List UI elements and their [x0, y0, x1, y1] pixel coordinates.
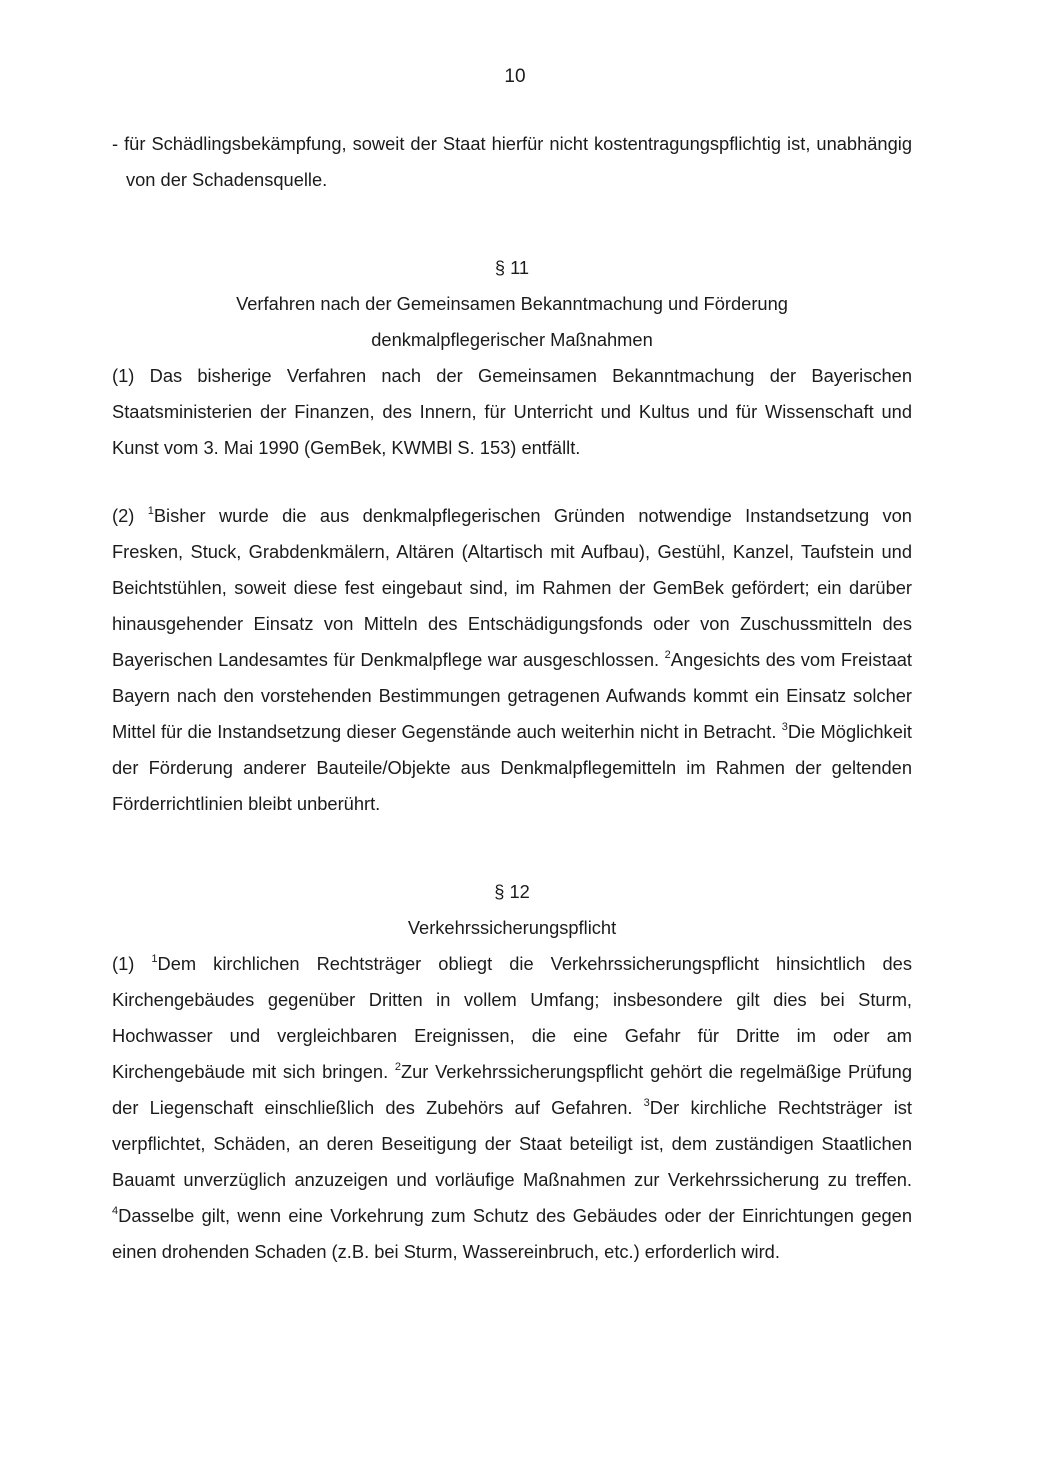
section-11-title-line2: denkmalpflegerischer Maßnahmen: [371, 329, 653, 350]
section-11: [112, 250, 912, 822]
sentence: Der kirchliche Rechtsträger ist verpflichtet, Schäden, an deren Beseitigung der Staat beteiligt ist, dem zuständigen Staatlichen Bauamt unverzüglich anzuzeigen und vorläufige Maßnahmen zur Verkehrssicherung zu treffen.: [112, 1097, 912, 1190]
section-12: [112, 874, 912, 1270]
sentence-number: 4: [112, 1204, 119, 1217]
sentence-number: 2: [394, 1060, 401, 1073]
sentence-number: 1: [147, 504, 154, 517]
sentence-number: 3: [781, 720, 788, 733]
sentence: Angesichts des vom Freistaat Bayern nach den vorstehenden Bestimmungen getragenen Aufwands kommt ein Einsatz solcher Mittel für die Instandsetzung dieser Gegenstände auch weiterhin nicht in Betracht.: [112, 649, 912, 742]
intro-paragraph: - für Schädlingsbekämpfung, soweit der Staat hierfür nicht kostentragungspflichtig ist, unabhängig von der Schadensquelle.: [112, 133, 912, 190]
sentence: Bisher wurde die aus denkmalpflegerischen Gründen notwendige Instandsetzung von Fresken, Stuck, Grabdenkmälern, Altären (Altartisch mit Aufbau), Gestühl, Kanzel, Taufstein und Beichtstühlen, soweit diese fest eingebaut sind, im Rahmen der GemBek gefördert; ein darüber hinausgehender Einsatz von Mitteln des Entschädigungsfonds oder von Zuschussmitteln des Bayerischen Landesamtes für Denkmalpflege war ausgeschlossen.: [112, 505, 912, 670]
section-11-paragraph-2: [112, 498, 912, 822]
page-number: 10: [504, 66, 526, 87]
section-11-title-line1: Verfahren nach der Gemeinsamen Bekanntmachung und Förderung: [236, 293, 788, 314]
section-11-paragraph-1: (1) Das bisherige Verfahren nach der Gemeinsamen Bekanntmachung der Bayerischen Staatsministerien der Finanzen, des Innern, für Unterricht und Kultus und für Wissenschaft und Kunst vom 3. Mai 1990 (GemBek, KWMBl S. 153) entfällt.: [112, 365, 912, 458]
section-12-number: § 12: [494, 881, 530, 902]
section-12-title: Verkehrssicherungspflicht: [407, 917, 617, 938]
document-body: [112, 126, 912, 1270]
paragraph-label: (1): [112, 953, 135, 974]
sentence-number: 2: [664, 648, 671, 661]
paragraph-label: (2): [112, 505, 135, 526]
section-11-number: § 11: [494, 257, 530, 278]
sentence-number: 3: [643, 1096, 650, 1109]
sentence: Dasselbe gilt, wenn eine Vorkehrung zum Schutz des Gebäudes oder der Einrichtungen gegen einen drohenden Schaden (z.B. bei Sturm, Wassereinbruch, etc.) erforderlich wird.: [112, 1205, 912, 1262]
sentence: Die Möglichkeit der Förderung anderer Bauteile/Objekte aus Denkmalpflegemitteln im Rahmen der geltenden Förderrichtlinien bleibt unberührt.: [112, 721, 912, 814]
sentence: Dem kirchlichen Rechtsträger obliegt die Verkehrssicherungspflicht hinsichtlich des Kirchengebäudes gegenüber Dritten in vollem Umfang; insbesondere gilt dies bei Sturm, Hochwasser und vergleichbaren Ereignissen, die eine Gefahr für Dritte im oder am Kirchengebäude mit sich bringen.: [112, 953, 912, 1082]
sentence-number: 1: [151, 952, 158, 965]
sentence: Zur Verkehrssicherungspflicht gehört die regelmäßige Prüfung der Liegenschaft einschließlich des Zubehörs auf Gefahren.: [112, 1061, 912, 1118]
section-12-paragraph-1: [112, 946, 912, 1270]
